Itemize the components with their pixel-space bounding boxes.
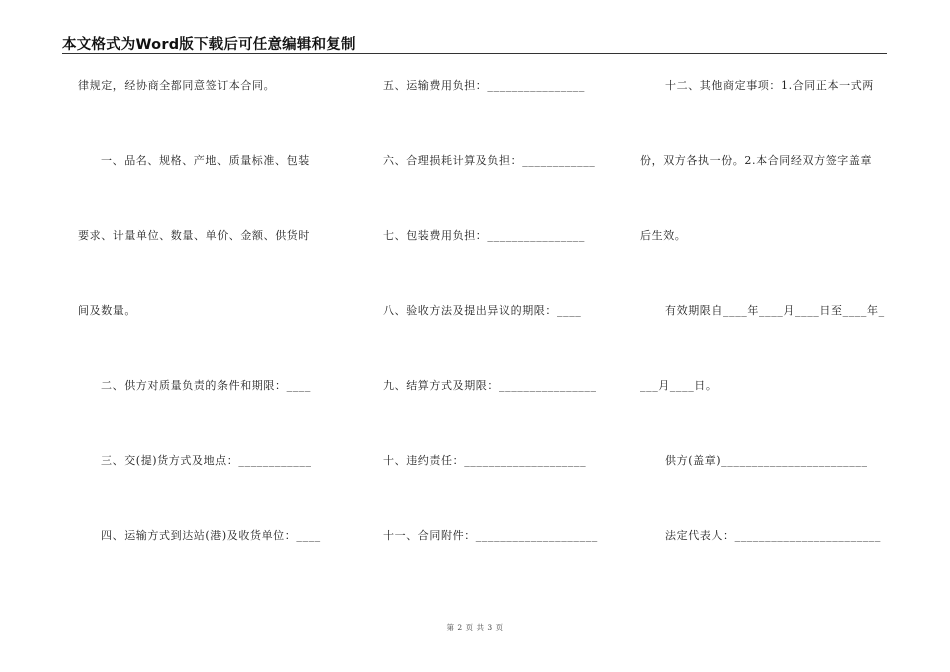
paragraph-line: 要求、计量单位、数量、单价、金额、供货时: [78, 229, 310, 242]
paragraph-line: 法定代表人：________________________: [665, 529, 881, 542]
paragraph-line: 十二、其他商定事项：1.合同正本一式两: [665, 79, 874, 92]
paragraph-line: 有效期限自____年____月____日至____年_: [665, 304, 885, 317]
paragraph-line: 六、合理损耗计算及负担：____________: [383, 154, 596, 167]
paragraph-line: 间及数量。: [78, 304, 136, 317]
paragraph-line: 供方(盖章)________________________: [665, 454, 868, 467]
paragraph-line: ___月____日。: [640, 379, 718, 392]
paragraph-line: 十、违约责任：____________________: [383, 454, 587, 467]
page-number: 第 2 页 共 3 页: [446, 623, 504, 632]
paragraph-line: 十一、合同附件：____________________: [383, 529, 598, 542]
paragraph-line: 份，双方各执一份。2.本合同经双方签字盖章: [640, 154, 873, 167]
paragraph-line: 三、交(提)货方式及地点：____________: [101, 454, 312, 467]
paragraph-line: 七、包装费用负担：________________: [383, 229, 585, 242]
paragraph-line: 律规定，经协商全都同意签订本合同。: [78, 79, 276, 92]
paragraph-line: 一、品名、规格、产地、质量标准、包装: [101, 154, 310, 167]
paragraph-line: 五、运输费用负担：________________: [383, 79, 585, 92]
paragraph-line: 后生效。: [640, 229, 687, 242]
paragraph-line: 二、供方对质量负责的条件和期限：____: [101, 379, 311, 392]
page-header-title: 本文格式为Word版下载后可任意编辑和复制: [62, 37, 356, 53]
paragraph-line: 八、验收方法及提出异议的期限：____: [383, 304, 582, 317]
header-divider: [62, 53, 887, 54]
paragraph-line: 四、运输方式到达站(港)及收货单位：____: [101, 529, 321, 542]
paragraph-line: 九、结算方式及期限：________________: [383, 379, 597, 392]
